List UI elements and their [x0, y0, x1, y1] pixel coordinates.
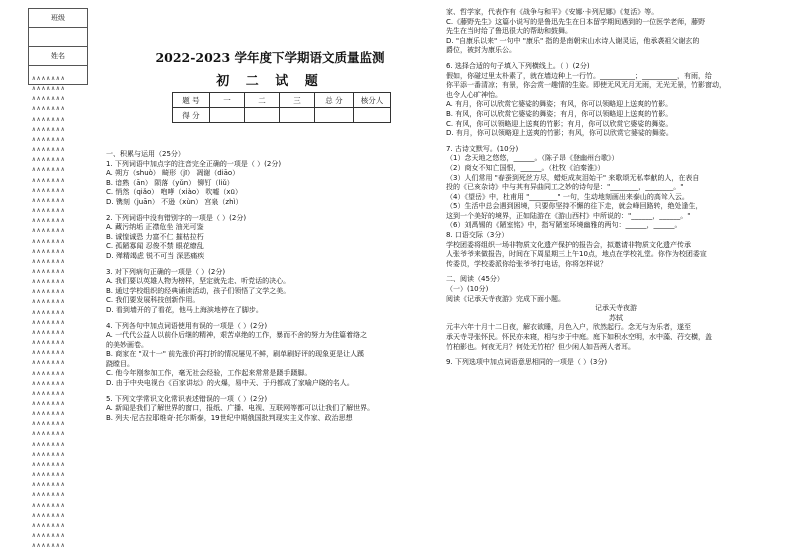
exam-subtitle: 初 二 试 题: [216, 74, 324, 89]
text-line: 记承天寺夜游: [595, 304, 637, 313]
text-line: B. 列夫·尼古拉耶维奇·托尔斯泰，19世纪中期俄国批判现实主义作家、政治思想: [106, 413, 353, 422]
score-cell[interactable]: [245, 108, 280, 123]
text-line: 2. 下列词语中没有错别字的一项是（ ）(2分): [106, 213, 247, 222]
text-line: D. 镌刻（juān） 不逊（xùn） 宫泉（zhì）: [106, 197, 243, 206]
text-line: B. 通过学校组织的经典诵读活动，孩子们领悟了文学之美。: [106, 286, 291, 295]
score-header-cell: 核分人: [354, 93, 391, 108]
text-line: 你平添一番清凉；有景，你会赏一趣情的生姿。即使无风无月无雨，无光无景，竹影窗动，: [446, 81, 726, 90]
name-label: 姓名: [29, 47, 88, 66]
text-line: D. 有月，你可以领略迎上送爽的竹影；有风，你可以欣赏它婆娑的舞姿。: [446, 129, 673, 138]
score-header-cell: 二: [245, 93, 280, 108]
text-line: B. 商家在 "双十一" 前先涨价再打折的情况屡见不鲜，刷单刷好评的现象更是让人蹊: [106, 350, 365, 359]
text-line: C. 孤陋寡闻 忍俊不禁 眼花缭乱: [106, 242, 204, 251]
text-line: D. "自康乐以来" 一句中 "康乐" 指的是南朝宋山水诗人谢灵运，他承袭祖父谢玄的: [446, 36, 700, 45]
text-line: 5. 下列文学常识文化常识表述错误的一项（ ）(2分): [106, 394, 268, 403]
text-line: C. 他今年刚参加工作，毫无社会经验，工作起来常常是蹑手蹑脚。: [106, 369, 312, 378]
text-line: D. 看到墙开的了看花，他马上海滨地停在了脚步。: [106, 305, 263, 314]
text-line: （4）《望岳》中，杜甫用 "________" 一句，生动地刻画出来泰山的高耸入云。: [446, 192, 689, 201]
text-line: 传委员，学校委派你给张爷爷打电话，你将怎样说？: [446, 259, 607, 268]
text-line: C. 我们要发展科技创新作用。: [106, 296, 200, 305]
text-line: C. 有风，你可以领略迎上送爽的竹影；有月，你可以欣赏它婆娑的舞姿。: [446, 119, 673, 128]
score-cell[interactable]: [315, 108, 354, 123]
text-line: （1）念天地之悠悠，______。（陈子昂《登幽州台歌》）: [446, 154, 619, 163]
score-header-cell: 三: [280, 93, 315, 108]
text-line: 7. 古诗文默写。(10分): [446, 144, 519, 153]
text-line: A. 一代代公益人以前仆后继的精神，艰苦卓绝的工作，暴而不舍的努力为佳篇着络之: [106, 331, 368, 340]
score-row-label: 得 分: [173, 108, 210, 123]
text-line: （5）生活中总会遇到困境，只要你坚持不懈的往下走，就会峰回路转，绝处逢生，: [446, 202, 703, 211]
right-column-questions: [446, 8, 786, 368]
score-header-cell: 总 分: [315, 93, 354, 108]
score-cell[interactable]: [280, 108, 315, 123]
text-line: C.《藤野先生》这篇小说写的是鲁迅先生在日本留学期间遇到的一位医学老师，藤野: [446, 17, 706, 26]
binding-line-pattern: ∧∧∧∧∧∧∧ ∧∧∧∧∧∧∧ ∧∧∧∧∧∧∧ ∧∧∧∧∧∧∧ ∧∧∧∧∧∧∧ ∧∧∧∧∧∧∧ ∧∧∧∧∧∧∧ ∧∧∧∧∧∧∧ ∧∧∧∧∧∧∧ ∧∧∧∧∧∧∧ ∧∧∧∧∧∧∧ ∧∧∧∧∧∧∧ ∧∧∧∧∧∧∧ ∧∧∧∧∧∧∧ ∧∧∧∧∧∧∧ ∧∧∧∧∧∧∧ ∧∧∧∧∧∧∧ ∧∧∧∧∧∧∧ ∧∧∧∧∧∧∧ ∧∧∧∧∧∧∧ ∧∧∧∧∧∧∧ ∧∧∧∧∧∧∧ ∧∧∧∧∧∧∧ ∧∧∧∧∧∧∧ ∧∧∧∧∧∧∧ ∧∧∧∧∧∧∧ ∧∧∧∧∧∧∧ ∧∧∧∧∧∧∧ ∧∧∧∧∧∧∧ ∧∧∧∧∧∧∧ ∧∧∧∧∧∧∧ ∧∧∧∧∧∧∧ ∧∧∧∧∧∧∧ ∧∧∧∧∧∧∧ ∧∧∧∧∧∧∧ ∧∧∧∧∧∧∧ ∧∧∧∧∧∧∧ ∧∧∧∧∧∧∧ ∧∧∧∧∧∧∧ ∧∧∧∧∧∧∧ ∧∧∧∧∧∧∧ ∧∧∧∧∧∧∧ ∧∧∧∧∧∧∧ ∧∧∧∧∧∧∧ ∧∧∧∧∧∧∧ ∧∧∧∧∧∧∧ ∧∧∧∧∧∧∧: [32, 75, 66, 550]
text-line: B. 谙熟（ān） 陨落（yǔn） 铆钉（liǔ）: [106, 178, 234, 187]
text-line: 的美妙画卷。: [106, 340, 148, 349]
text-line: 人张爷爷来做报告，时间在下周星期三上午10点，地点在学校礼堂。你作为校团委宣: [446, 250, 707, 259]
text-line: D. 由于中央电视台《百家讲坛》的火爆，易中天、于丹都成了家喻户晓的名人。: [106, 379, 354, 388]
text-line: 竹柏影也。何夜无月？何处无竹柏？但少闲人如吾两人者耳。: [446, 342, 635, 351]
text-line: 学校团委将组织一场非物质文化遗产保护的报告会，拟邀请非物质文化遗产传承: [446, 240, 691, 249]
text-line: （2）商女不知亡国恨，______。（杜牧《泊秦淮》）: [446, 163, 605, 172]
text-line: 家、哲学家，代表作有《战争与和平》《安娜·卡列尼娜》《复活》等。: [446, 8, 659, 16]
score-table: [172, 92, 391, 123]
text-line: 6. 选择合适的句子填入下列横线上。（ ）(2分): [446, 61, 590, 70]
text-line: 这到一个美好的境界，正如陆游在《游山西村》中所说的："______，______。": [446, 211, 691, 220]
class-field[interactable]: [29, 28, 88, 47]
text-line: 9. 下列选项中加点词语意思相同的一项是（ ）(3分): [446, 358, 608, 367]
text-line: B. 有风，你可以欣赏它婆娑的舞姿；有月，你可以领略迎上送爽的竹影。: [446, 109, 673, 118]
text-line: B. 诚惶诚恐 力富不仁 摧枯拉朽: [106, 232, 204, 241]
text-line: 4. 下列各句中加点词语使用有误的一项是（ ）(2分): [106, 321, 268, 330]
text-line: 假如，你碰过里太朴素了，就在墙边种上一行竹。__________；__________，有雨，给: [446, 71, 712, 80]
text-line: A. 朔方（shuò） 畸形（jī） 凋谢（diāo）: [106, 169, 240, 178]
text-line: （3）人们常用 "春蚕到死丝方尽，蜡炬成灰泪始干" 来歌颂无私奉献的人，在表自: [446, 173, 700, 182]
class-label: 班级: [29, 9, 88, 28]
score-header-cell: 题 号: [173, 93, 210, 108]
text-line: 3. 对下列病句正确的一项是（ ）(2分): [106, 267, 226, 276]
text-line: A. 有月，你可以欣赏它婆娑的舞姿；有风，你可以领略迎上送爽的竹影。: [446, 100, 673, 109]
text-line: A. 新闻是我们了解世界的窗口，报纸、广播、电视、互联网等都可以让我们了解世界。: [106, 404, 375, 413]
text-line: 也令人心旷神怡。: [446, 90, 502, 99]
text-line: 元丰六年十月十二日夜，解衣欲睡，月色入户，欣然起行。念无与为乐者，遂至: [446, 323, 691, 332]
text-line: 8. 口语交际（3分）: [446, 231, 509, 240]
text-line: A. 藏污纳垢 正襟危坐 油光可鉴: [106, 223, 204, 232]
score-cell[interactable]: [210, 108, 245, 123]
score-header-cell: 一: [210, 93, 245, 108]
text-line: 二、阅读（45分）: [446, 275, 504, 284]
text-line: C. 悄然（qiǎo） 咆哮（xiào） 吹嘘（xū）: [106, 188, 242, 197]
text-line: 投的《已亥杂诗》中与其有异曲同工之妙的诗句是："________，________。": [446, 183, 684, 192]
exam-title: 2022-2023 学年度下学期语文质量监测: [155, 50, 385, 65]
left-column-questions: [106, 150, 424, 423]
text-line: 阅读《记承天寺夜游》完成下面小题。: [446, 294, 565, 303]
text-line: D. 殚精竭虑 锐不可当 深恶痛疾: [106, 251, 205, 260]
text-line: 跷瞠目。: [106, 359, 134, 368]
text-line: 1. 下列词语中加点字的注音完全正确的一项是（ ）(2分): [106, 159, 282, 168]
text-line: A. 我们要以英雄人物为榜样，坚定就先走、听党话的决心。: [106, 277, 291, 286]
text-line: 承天寺寻张怀民。怀民亦未寝，相与步于中庭。庭下如积水空明，水中藻、荇交横，盖: [446, 333, 712, 341]
text-line: （6）刘禹锡的《陋室铭》中，指写陋室环境幽雅的两句：______，______。: [446, 221, 682, 230]
text-line: 爵位，被封为康乐公。: [446, 46, 516, 55]
score-cell[interactable]: [354, 108, 391, 123]
text-line: 先生在当时给了鲁迅很大的帮助和鼓舞。: [446, 27, 572, 36]
text-line: （一）(10分): [446, 285, 489, 294]
text-line: 苏轼: [609, 313, 623, 322]
text-line: 一、积累与运用（25分）: [106, 150, 185, 158]
